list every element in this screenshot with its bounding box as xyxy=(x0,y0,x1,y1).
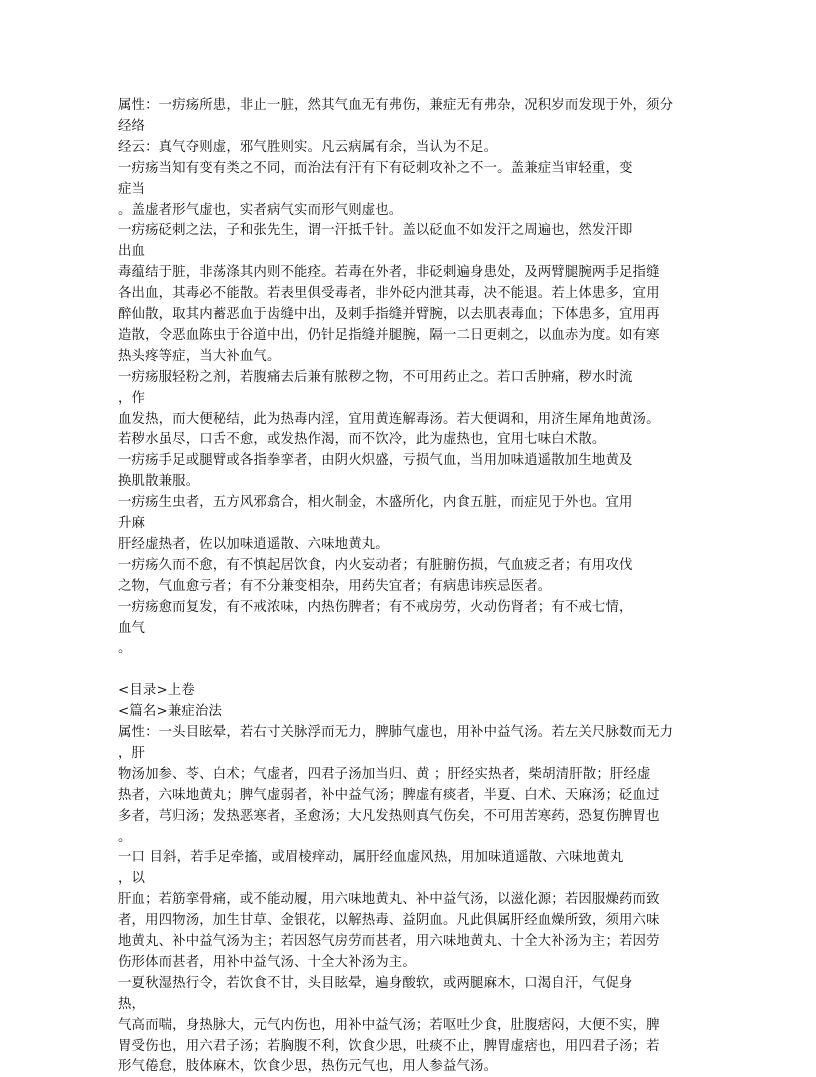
text-line: 。 xyxy=(118,829,132,845)
text-line: 毒蕴结于脏，非荡涤其内则不能痊。若毒在外者，非砭刺遍身患处，及两臂腿腕两手足指缝 xyxy=(118,265,660,281)
text-line: 出血 xyxy=(118,244,146,260)
text-line: 若秽水虽尽，口舌不愈，或发热作渴，而不饮冷，此为虚热也，宜用七味白术散。 xyxy=(118,432,606,448)
text-line: 气高而喘，身热脉大，元气内伤也，用补中益气汤；若呕吐少食，肚腹痞闷，大便不实，脾 xyxy=(118,1017,660,1033)
text-line: 一疠疡久而不愈，有不慎起居饮食，内火妄动者；有脏腑伤损，气血疲乏者；有用攻伐 xyxy=(118,557,633,573)
text-line: 一口 目斜，若手足牵搐，或眉棱痒动，属肝经血虚风热，用加味逍遥散、六味地黄丸 xyxy=(118,850,624,866)
text-line: 升麻 xyxy=(118,516,146,531)
text-line: 地黄丸、补中益气汤为主；若因怒气房劳而甚者，用六味地黄丸、十全大补汤为主；若因劳 xyxy=(118,934,660,949)
text-line: 症当 xyxy=(118,181,146,197)
text-line: 热者，六味地黄丸；脾气虚弱者，补中益气汤；脾虚有痰者，半夏、白术、天麻汤；砭血过 xyxy=(118,787,660,803)
text-line: 物汤加参、苓、白术；气虚者，四君子汤加当归、黄 ；肝经实热者，柴胡清肝散；肝经虚 xyxy=(118,766,651,782)
text-line: 。盖虚者形气虚也，实者病气实而形气则虚也。 xyxy=(118,202,403,218)
text-line: 肝经虚热者，佐以加味逍遥散、六味地黄丸。 xyxy=(118,536,389,552)
text-line: 一疠疡生虫者，五方风邪翕合，相火制金，木盛所化，内食五脏，而症见于外也。宜用 xyxy=(118,495,633,511)
text-line: 者，用四物汤，加生甘草、金银花，以解热毒、益阴血。凡此俱属肝经血燥所致，须用六味 xyxy=(118,913,660,929)
text-line: 一夏秋湿热行令，若饮食不甘，头目眩晕，遍身酸软，或两腿麻木，口渴自汗，气促身 xyxy=(118,975,633,991)
text-line: 造散，令恶血陈虫于谷道中出，仍针足指缝并腿腕，隔一二日更刺之，以血赤为度。如有寒 xyxy=(118,327,660,343)
text-line: ，作 xyxy=(118,390,146,406)
text-line: <目录>上卷 xyxy=(118,683,195,699)
text-line: 。 xyxy=(118,641,132,657)
text-line: 形气倦怠，肢体麻木，饮食少思，热伤元气也，用人参益气汤。 xyxy=(118,1059,498,1075)
text-line: 肝血；若筋挛骨痛，或不能动履，用六味地黄丸、补中益气汤，以滋化源；若因服燥药而致 xyxy=(118,892,660,908)
text-line: 一疠疡愈而复发，有不戒浓味，内热伤脾者；有不戒房劳，火动伤肾者；有不戒七情， xyxy=(118,599,633,615)
text-line: 经云：真气夺则虚，邪气胜则实。凡云病属有余，当认为不足。 xyxy=(118,139,498,155)
text-line: 热， xyxy=(118,996,146,1012)
text-line: 一疠疡手足或腿臂或各指拳挛者，由阴火炽盛，亏损气血，当用加味逍遥散加生地黄及 xyxy=(118,453,633,469)
text-line: ，以 xyxy=(118,871,146,887)
text-line: 属性：一头目眩晕，若右寸关脉浮而无力，脾肺气虚也，用补中益气汤。若左关尺脉数而无力 xyxy=(118,725,674,740)
text-line: <篇名>兼症治法 xyxy=(118,704,222,720)
text-line: 经络 xyxy=(118,118,146,134)
text-line: 胃受伤也，用六君子汤；若胸腹不利，饮食少思，吐痰不止，脾胃虚痞也，用四君子汤；若 xyxy=(118,1038,660,1054)
text-line: 醉仙散，取其内蓄恶血于齿缝中出，及刺手指缝并臂腕，以去肌表毒血；下体患多，宜用再 xyxy=(118,307,660,322)
text-line: 血气 xyxy=(118,620,146,636)
text-line: 换肌散兼服。 xyxy=(118,474,200,490)
text-line: 各出血，其毒必不能散。若表里俱受毒者，非外砭内泄其毒，决不能退。若上体患多，宜用 xyxy=(118,286,660,302)
text-line: 一疠疡服轻粉之剂，若腹痛去后兼有脓秽之物，不可用药止之。若口舌肿痛，秽水时流 xyxy=(118,369,633,385)
text-line: 一疠疡当知有变有类之不同，而治法有汗有下有砭刺攻补之不一。盖兼症当审轻重，变 xyxy=(118,160,633,176)
text-line: 一疠疡砭刺之法，子和张先生，谓一汗抵千针。盖以砭血不如发汗之周遍也，然发汗即 xyxy=(118,223,633,239)
text-line: 之物，气血愈亏者；有不分兼变相杂，用药失宜者；有病患讳疾忌医者。 xyxy=(118,578,552,594)
text-line: 多者，芎归汤；发热恶寒者，圣愈汤；大凡发热则真气伤矣，不可用苦寒药，恐复伤脾胃也 xyxy=(118,808,660,824)
text-line: 属性：一疠疡所患，非止一脏，然其气血无有弗伤，兼症无有弗杂，况积岁而发现于外，须分 xyxy=(118,98,674,113)
text-line: 伤形体而甚者，用补中益气汤、十全大补汤为主。 xyxy=(118,954,416,970)
text-line: ，肝 xyxy=(118,745,146,761)
text-line: 血发热，而大便秘结，此为热毒内淫，宜用黄连解毒汤。若大便调和，用济生犀角地黄汤。 xyxy=(118,411,660,427)
text-line: 热头疼等症，当大补血气。 xyxy=(118,348,281,364)
